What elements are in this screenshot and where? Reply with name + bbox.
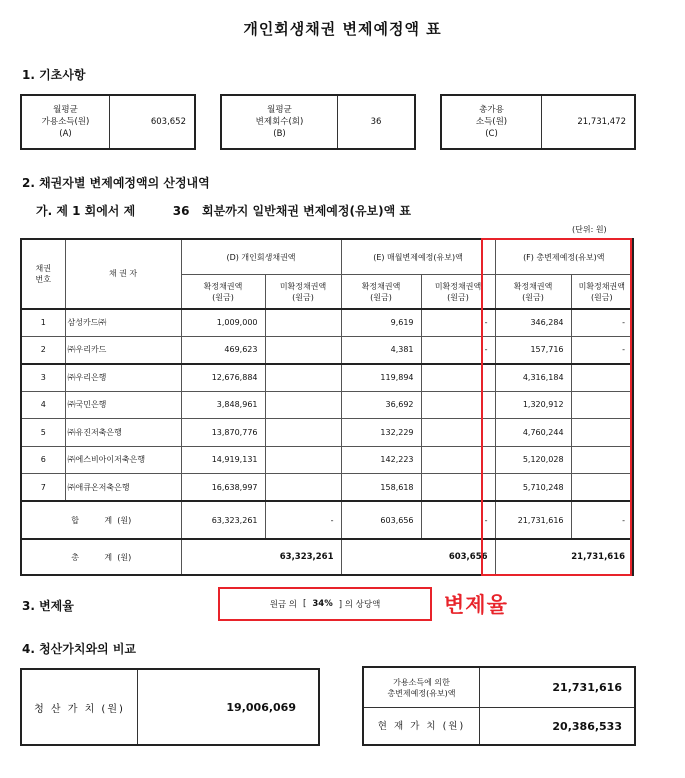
row-no: 3 <box>21 364 65 391</box>
row-d-unconfirmed <box>265 474 341 501</box>
col-header-no: 채권 번호 <box>21 239 65 309</box>
total-income-value: 21,731,472 <box>577 117 626 127</box>
row-d-confirmed: 16,638,997 <box>181 474 265 501</box>
col-header-creditor: 채 권 자 <box>65 239 181 309</box>
col-header-e-unconfirmed: 미확정채권액 (원금) <box>421 275 495 309</box>
row-f-unconfirmed <box>571 446 633 473</box>
section-3-heading: 3. 변제율 <box>22 599 74 613</box>
row-e-unconfirmed: - <box>421 309 495 336</box>
row-d-confirmed: 1,009,000 <box>181 309 265 336</box>
row-d-confirmed: 469,623 <box>181 336 265 363</box>
subtotal-f-unconfirmed: - <box>571 501 633 539</box>
row-e-confirmed: 142,223 <box>341 446 421 473</box>
row-f-unconfirmed <box>571 419 633 446</box>
row-creditor: ㈜국민은행 <box>65 391 181 418</box>
subtotal-e-unconfirmed: - <box>421 501 495 539</box>
col-header-f: (F) 총변제예정(유보)액 <box>495 239 633 275</box>
row-creditor: ㈜에스비아이저축은행 <box>65 446 181 473</box>
row-creditor: ㈜우리은행 <box>65 364 181 391</box>
row-creditor: ㈜유진저축은행 <box>65 419 181 446</box>
row-d-confirmed: 14,919,131 <box>181 446 265 473</box>
rate-suffix: ] 의 상당액 <box>338 600 381 610</box>
row-d-confirmed: 13,870,776 <box>181 419 265 446</box>
col-header-d-unconfirmed: 미확정채권액 (원금) <box>265 275 341 309</box>
document-title: 개인회생채권 변제예정액 표 <box>243 20 442 38</box>
subtotal-e-confirmed: 603,656 <box>341 501 421 539</box>
row-d-unconfirmed <box>265 309 341 336</box>
grand-total-row <box>21 539 633 575</box>
unit-label: (단위: 원) <box>572 225 607 234</box>
col-header-f-unconfirmed: 미확정채권액 (원금) <box>571 275 633 309</box>
total-plan-label-line1: 가용소득에 의한 <box>393 677 450 687</box>
repayment-table <box>20 238 634 576</box>
row-f-confirmed: 346,284 <box>495 309 571 336</box>
row-no: 2 <box>21 336 65 363</box>
present-value: 20,386,533 <box>552 719 622 733</box>
row-e-confirmed: 4,381 <box>341 336 421 363</box>
repayment-count-label <box>222 96 338 148</box>
table-row <box>21 419 633 446</box>
income-box <box>20 94 196 150</box>
row-e-confirmed: 9,619 <box>341 309 421 336</box>
row-f-confirmed: 4,316,184 <box>495 364 571 391</box>
col-header-d-confirmed: 확정채권액 (원금) <box>181 275 265 309</box>
total-plan-label-line2: 총변제예정(유보)액 <box>387 688 456 698</box>
row-f-confirmed: 1,320,912 <box>495 391 571 418</box>
col-header-e: (E) 매월변제예정(유보)액 <box>341 239 495 275</box>
table-row <box>21 309 633 336</box>
income-label-line1: 월평균 <box>53 105 78 115</box>
rate-prefix: 원금 의 <box>269 600 298 610</box>
table-row <box>21 474 633 501</box>
row-e-confirmed: 36,692 <box>341 391 421 418</box>
section-1-heading: 1. 기초사항 <box>22 68 86 82</box>
row-d-unconfirmed <box>265 419 341 446</box>
section-2-subheading: 가. 제 1 회에서 제 36 회분까지 일반채권 변제예정(유보)액 표 <box>36 204 411 218</box>
table-row <box>21 391 633 418</box>
row-d-confirmed: 12,676,884 <box>181 364 265 391</box>
liquidation-value-box <box>20 668 320 746</box>
grand-total-d: 63,323,261 <box>181 539 341 575</box>
repayment-count-box <box>220 94 416 150</box>
total-plan-label <box>364 668 480 707</box>
row-no: 5 <box>21 419 65 446</box>
row-d-unconfirmed <box>265 364 341 391</box>
subtotal-label: 합 계 (원) <box>21 501 181 539</box>
row-no: 6 <box>21 446 65 473</box>
row-d-unconfirmed <box>265 391 341 418</box>
row-d-confirmed: 3,848,961 <box>181 391 265 418</box>
subtotal-row <box>21 501 633 539</box>
col-header-e-confirmed: 확정채권액 (원금) <box>341 275 421 309</box>
present-value-label: 현 재 가 치 (원) <box>364 708 480 744</box>
row-e-confirmed: 132,229 <box>341 419 421 446</box>
total-label-line2: 소득(원) <box>475 117 508 127</box>
present-value-row <box>364 707 634 744</box>
repayment-count-value: 36 <box>370 117 382 127</box>
row-f-confirmed: 5,120,028 <box>495 446 571 473</box>
row-f-unconfirmed: - <box>571 309 633 336</box>
row-no: 7 <box>21 474 65 501</box>
rate-value: 34% <box>312 599 333 609</box>
row-d-unconfirmed <box>265 446 341 473</box>
row-f-unconfirmed <box>571 364 633 391</box>
subtotal-d-unconfirmed: - <box>265 501 341 539</box>
col-header-f-confirmed: 확정채권액 (원금) <box>495 275 571 309</box>
grand-total-f: 21,731,616 <box>495 539 633 575</box>
rate-bracket-open: [ <box>303 599 307 609</box>
income-label-line2: 가용소득(원) <box>41 117 90 127</box>
row-e-unconfirmed <box>421 419 495 446</box>
total-plan-value: 21,731,616 <box>552 681 622 694</box>
subtotal-f-confirmed: 21,731,616 <box>495 501 571 539</box>
repayment-rate-annotation: 변제율 <box>444 593 508 617</box>
row-f-confirmed: 4,760,244 <box>495 419 571 446</box>
count-label-line3: (B) <box>273 129 286 139</box>
row-f-unconfirmed <box>571 391 633 418</box>
count-label-line2: 변제회수(회) <box>255 117 304 127</box>
row-e-unconfirmed <box>421 446 495 473</box>
row-no: 1 <box>21 309 65 336</box>
grand-total-e: 603,656 <box>341 539 495 575</box>
row-no: 4 <box>21 391 65 418</box>
income-label <box>22 96 110 148</box>
row-d-unconfirmed <box>265 336 341 363</box>
row-e-unconfirmed <box>421 474 495 501</box>
row-e-unconfirmed <box>421 364 495 391</box>
grand-total-label: 총 계 (원) <box>21 539 181 575</box>
income-label-line3: (A) <box>59 129 72 139</box>
count-label-line1: 월평균 <box>267 105 292 115</box>
table-row <box>21 446 633 473</box>
row-f-confirmed: 5,710,248 <box>495 474 571 501</box>
repayment-rate-box <box>218 587 432 621</box>
total-plan-row <box>364 668 634 707</box>
row-e-unconfirmed: - <box>421 336 495 363</box>
total-income-label <box>442 96 542 148</box>
row-f-unconfirmed: - <box>571 336 633 363</box>
liquidation-value: 19,006,069 <box>226 700 296 714</box>
section-2-heading: 2. 채권자별 변제예정액의 산정내역 <box>22 176 210 190</box>
row-e-confirmed: 119,894 <box>341 364 421 391</box>
row-creditor: ㈜애큐온저축은행 <box>65 474 181 501</box>
liquidation-value-label: 청 산 가 치 (원) <box>22 670 138 744</box>
total-label-line1: 총가용 <box>479 105 504 115</box>
row-f-unconfirmed <box>571 474 633 501</box>
row-e-unconfirmed <box>421 391 495 418</box>
income-value: 603,652 <box>150 117 186 127</box>
table-row <box>21 364 633 391</box>
table-row <box>21 336 633 363</box>
section-4-heading: 4. 청산가치와의 비교 <box>22 642 137 656</box>
row-creditor: 삼성카드㈜ <box>65 309 181 336</box>
total-label-line3: (C) <box>485 129 498 139</box>
plan-comparison-box <box>362 666 636 746</box>
col-header-d: (D) 개인회생채권액 <box>181 239 341 275</box>
row-e-confirmed: 158,618 <box>341 474 421 501</box>
subtotal-d-confirmed: 63,323,261 <box>181 501 265 539</box>
row-creditor: ㈜우리카드 <box>65 336 181 363</box>
row-f-confirmed: 157,716 <box>495 336 571 363</box>
total-income-box <box>440 94 636 150</box>
